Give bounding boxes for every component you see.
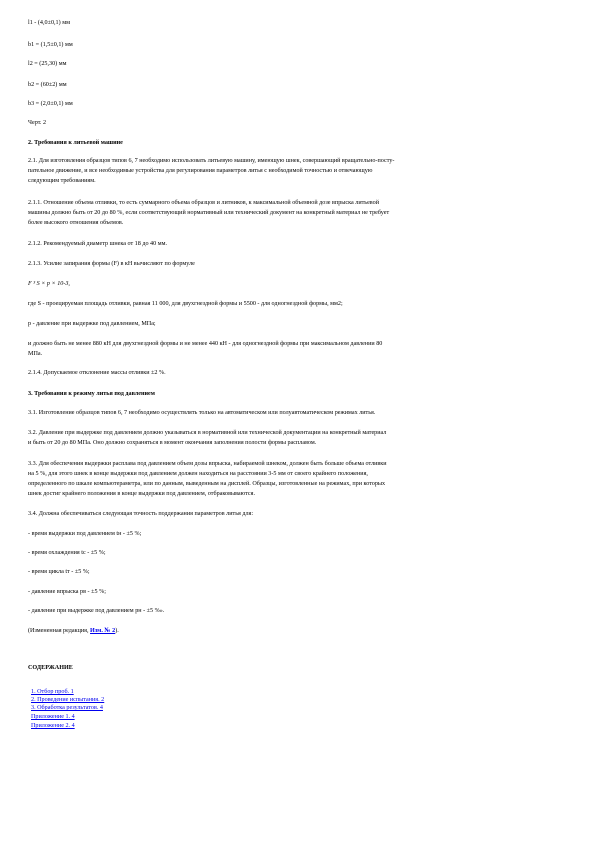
toc-heading: СОДЕРЖАНИЕ — [28, 664, 73, 671]
toc-link-appendix-2[interactable]: Приложение 2. 4 — [31, 722, 75, 729]
amendment-note — [28, 626, 530, 636]
section-3-heading: 3. Требования к режиму литья под давлением — [28, 390, 155, 397]
para-3-3-line1: 3.3. Для обеспечения выдержки расплава под давлением объем дозы впрыска, набираемой шнеком, должен быть больше объема отливки — [28, 460, 387, 467]
toc-link-sampling[interactable]: 1. Отбор проб. 1 — [31, 688, 74, 695]
list-item-cooling-time: - время охлаждения tc - ±5 %; — [28, 549, 106, 556]
dimension-l2: l2 = (25,30) мм — [28, 60, 67, 67]
para-3-2-line2: и быть от 20 до 80 МПа. Оно должно сохраняться в момент окончания заполнения полости формы расплавом. — [28, 439, 317, 446]
dimension-b3: b3 = (2,0±0,1) мм — [28, 100, 73, 107]
amendment-prefix: (Измененная редакция, — [28, 627, 91, 634]
para-2-1-line3: следующим требованиям. — [28, 177, 96, 184]
para-2-1-2: 2.1.2. Рекомендуемый диаметр шнека от 18 до 40 мм. — [28, 240, 168, 247]
formula-where-limit-line1: и должно быть не менее 880 кН для двухгнездной формы и не менее 440 кН - для одногнездной формы при максимальном давлении 80 — [28, 340, 383, 347]
para-2-1-line1: 2.1. Для изготовления образцов типов 6, 7 необходимо использовать литьевую машину, имеющую шнек, совершающий вращательно-посту- — [28, 157, 395, 164]
dimension-l1: l1 - (4,0±0,1) мм — [28, 19, 70, 26]
formula-where-limit-line2: МПа. — [28, 350, 43, 357]
toc-link-results[interactable]: 3. Обработка результатов. 4 — [31, 704, 103, 711]
list-item-hold-pressure: - давление при выдержке под давлением pн - ±5 %». — [28, 607, 165, 614]
para-2-1-1-line1: 2.1.1. Отношение объема отливки, то есть суммарного объема образцов и литников, к максимальной объемной дозе впрыска литьевой — [28, 199, 380, 206]
para-3-3-line4: шнек достиг крайнего положения в конце выдержки под давлением, отбраковываются. — [28, 490, 255, 497]
list-item-injection-pressure: - давление впрыска pв - ±5 %; — [28, 588, 106, 595]
para-3-1: 3.1. Изготовление образцов типов 6, 7 необходимо осуществлять только на автоматическом или полуавтоматическом режимах литья. — [28, 409, 376, 416]
section-2-heading: 2. Требования к литьевой машине — [28, 139, 123, 146]
para-3-3-line3: определенного по шкале компьютераметра, или по данным, выведенным на дисплей. Образцы, изготовленные на режимах, при которых — [28, 480, 386, 487]
para-3-2-line1: 3.2. Давление при выдержке под давлением должно указываться в нормативной или технической документации на конкретный материал — [28, 429, 387, 436]
figure-caption: Черт. 2 — [28, 119, 47, 126]
amendment-suffix: ). — [115, 627, 119, 634]
para-2-1-4: 2.1.4. Допускаемое отклонение массы отливки ±2 %. — [28, 369, 166, 376]
para-2-1-1-line2: машины должно быть от 20 до 80 %, если соответствующий нормативный или технический документ на конкретный материал не требует — [28, 209, 390, 216]
list-item-cycle-time: - время цикла tт - ±5 %; — [28, 568, 90, 575]
formula: F ³ S × p × 10-3, — [28, 280, 70, 287]
dimension-b1: b1 = (1,5±0,1) мм — [28, 41, 73, 48]
list-item-hold-time: - время выдержки под давлением tн - ±5 %; — [28, 530, 142, 537]
dimension-b2: b2 = (60±2) мм — [28, 81, 67, 88]
para-2-1-3: 2.1.3. Усилие запирания формы (F) в кН вычисляют по формуле — [28, 260, 195, 267]
toc-link-testing[interactable]: 2. Проведение испытания. 2 — [31, 696, 105, 703]
para-3-3-line2: на 5 %, для этого шнек в конце выдержки под давлением должен находиться на расстоянии 3-5 мм от своего крайнего положения, — [28, 470, 368, 477]
para-3-4: 3.4. Должна обеспечиваться следующая точность поддержания параметров литья для: — [28, 510, 254, 517]
toc-link-appendix-1[interactable]: Приложение 1. 4 — [31, 713, 75, 720]
formula-where-s: где S - проецируемая площадь отливки, равная 11 000, для двухгнездной формы и 5500 - для одногнездной формы, мм2; — [28, 300, 343, 307]
formula-where-p: р - давление при выдержке под давлением, МПа; — [28, 320, 156, 327]
amendment-link[interactable]: Изм. № 2 — [90, 627, 116, 634]
para-2-1-line2: пательное движение, и все необходимые устройства для регулирования параметров литья с необходимой точностью и отвечающую — [28, 167, 373, 174]
para-2-1-1-line3: более высокого отношения объемов. — [28, 219, 124, 226]
